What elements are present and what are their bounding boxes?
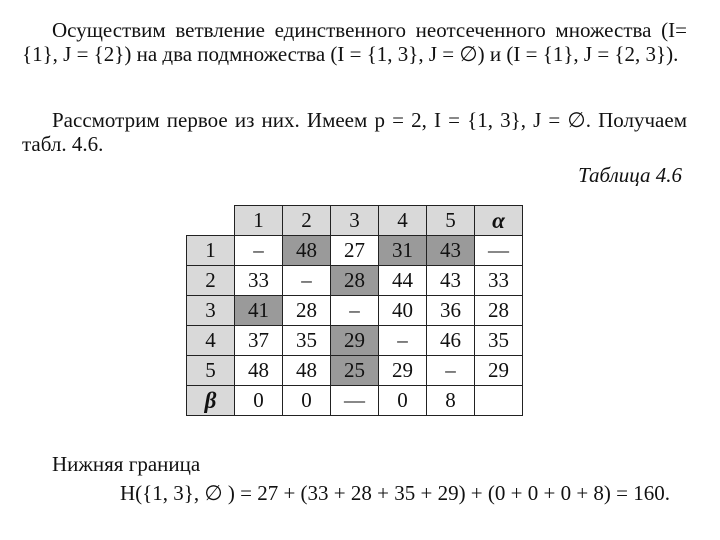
- table-cell: 31: [379, 236, 427, 266]
- table-cell: 48: [283, 236, 331, 266]
- table-cell: 29: [331, 326, 379, 356]
- row-header: 2: [187, 266, 235, 296]
- lower-bound-label: Нижняя граница: [52, 452, 201, 476]
- table-cell: –: [283, 266, 331, 296]
- table-cell: 43: [427, 236, 475, 266]
- table-cell: 33: [475, 266, 523, 296]
- paragraph-first-subset: Рассмотрим первое из них. Имеем p = 2, I = {1, 3}, J = ∅. Получаем табл. 4.6.: [22, 108, 687, 156]
- table-cell: 29: [475, 356, 523, 386]
- table-cell: [475, 386, 523, 416]
- table-cell: 43: [427, 266, 475, 296]
- table-cell: 8: [427, 386, 475, 416]
- table-cell: —: [475, 236, 523, 266]
- table-cell: 28: [331, 266, 379, 296]
- row-header: β: [187, 386, 235, 416]
- row-header: 4: [187, 326, 235, 356]
- table-cell: 36: [427, 296, 475, 326]
- table-cell: 46: [427, 326, 475, 356]
- row-header: 5: [187, 356, 235, 386]
- column-header: 2: [283, 206, 331, 236]
- table-cell: 27: [331, 236, 379, 266]
- table-cell: 35: [475, 326, 523, 356]
- table-cell: 44: [379, 266, 427, 296]
- row-header: 3: [187, 296, 235, 326]
- table-cell: 40: [379, 296, 427, 326]
- table-cell: –: [235, 236, 283, 266]
- table-cell: 41: [235, 296, 283, 326]
- table-cell: 0: [283, 386, 331, 416]
- table-cell: 48: [235, 356, 283, 386]
- lower-bound-formula: H({1, 3}, ∅ ) = 27 + (33 + 28 + 35 + 29) + (0 + 0 + 0 + 8) = 160.: [120, 481, 671, 505]
- table-cell: –: [379, 326, 427, 356]
- column-header: 3: [331, 206, 379, 236]
- table-row: [187, 326, 523, 356]
- table-cell: 33: [235, 266, 283, 296]
- table-cell: –: [331, 296, 379, 326]
- table-header-row: [187, 206, 523, 236]
- table-corner: [187, 206, 235, 236]
- column-header: 4: [379, 206, 427, 236]
- table-cell: 28: [283, 296, 331, 326]
- cost-matrix-table: [186, 205, 523, 416]
- column-header: 1: [235, 206, 283, 236]
- table-cell: –: [427, 356, 475, 386]
- paragraph-branching: Осуществим ветвление единственного неотсеченного множества (I= {1}, J = {2}) на два подмножества (I = {1, 3}, J = ∅) и (I = {1}, J = {2, 3}).: [22, 18, 687, 66]
- table-row: [187, 356, 523, 386]
- table-cell: 25: [331, 356, 379, 386]
- table-row: [187, 266, 523, 296]
- table-cell: —: [331, 386, 379, 416]
- table-cell: 29: [379, 356, 427, 386]
- table-cell: 35: [283, 326, 331, 356]
- row-header: 1: [187, 236, 235, 266]
- table-cell: 0: [235, 386, 283, 416]
- table-cell: 0: [379, 386, 427, 416]
- table-row: [187, 386, 523, 416]
- table-cell: 28: [475, 296, 523, 326]
- column-header: α: [475, 206, 523, 236]
- table-cell: 37: [235, 326, 283, 356]
- table-cell: 48: [283, 356, 331, 386]
- table-caption: Таблица 4.6: [578, 163, 682, 187]
- table-row: [187, 236, 523, 266]
- column-header: 5: [427, 206, 475, 236]
- table-row: [187, 296, 523, 326]
